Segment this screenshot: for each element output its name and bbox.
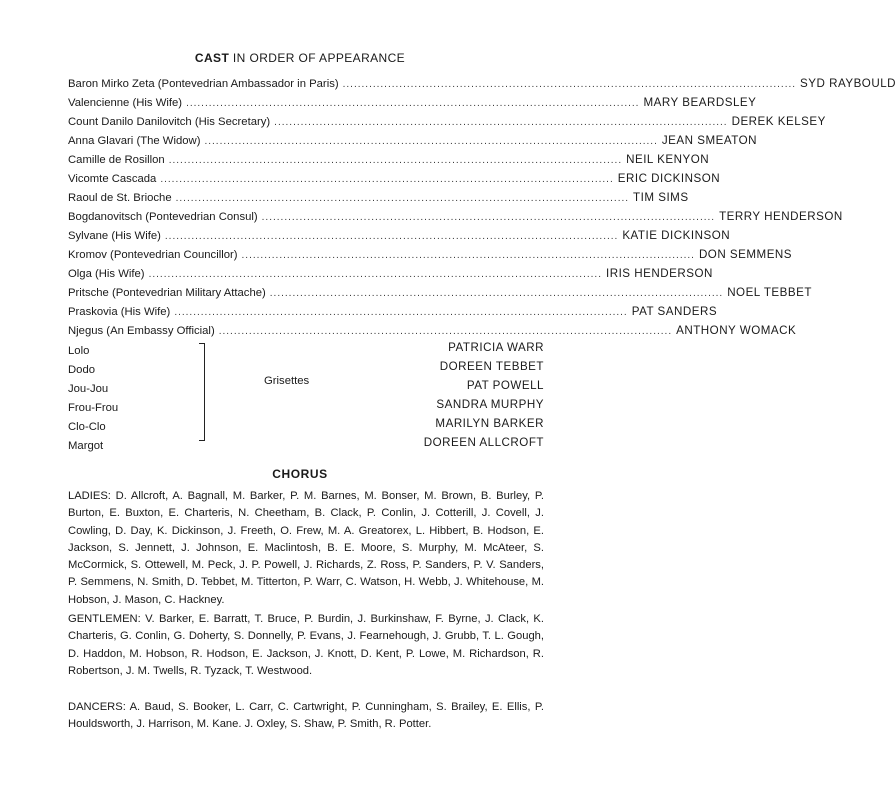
grisettes-label: Grisettes bbox=[264, 375, 310, 387]
cast-actor: PAT SANDERS bbox=[631, 305, 718, 318]
cast-row bbox=[68, 115, 826, 133]
cast-actor: DON SEMMENS bbox=[698, 248, 793, 261]
cast-role: Valencienne (His Wife) bbox=[68, 97, 183, 109]
dot-leader: ........................................................................................................................ bbox=[342, 79, 797, 90]
dancers-paragraph: DANCERS: A. Baud, S. Booker, L. Carr, C. Cartwright, P. Cunningham, S. Brailey, E. Ellis, P. Houldsworth, J. Harrison, M. Kane. J. Oxley, S. Shaw, P. Smith, R. Potter. bbox=[68, 701, 544, 731]
brace-tick bbox=[199, 343, 204, 344]
cast-role: Praskovia (His Wife) bbox=[68, 306, 171, 318]
cast-role: Kromov (Pontevedrian Councillor) bbox=[68, 249, 238, 261]
cast-role: Vicomte Cascada bbox=[68, 173, 157, 185]
grisette-role: Clo-Clo bbox=[68, 421, 106, 433]
grisette-actor: DOREEN TEBBET bbox=[439, 360, 544, 373]
cast-role: Olga (His Wife) bbox=[68, 268, 145, 280]
cast-role: Anna Glavari (The Widow) bbox=[68, 135, 201, 147]
dot-leader: ........................................................................................................................ bbox=[160, 174, 614, 185]
grisette-actor: SANDRA MURPHY bbox=[436, 398, 544, 411]
cast-actor: ANTHONY WOMACK bbox=[676, 324, 797, 337]
cast-role: Bogdanovitsch (Pontevedrian Consul) bbox=[68, 211, 258, 223]
grisette-role: Lolo bbox=[68, 345, 90, 357]
dot-leader: ........................................................................................................................ bbox=[218, 326, 673, 337]
cast-role: Sylvane (His Wife) bbox=[68, 230, 161, 242]
dot-leader: ........................................................................................................................ bbox=[269, 288, 724, 299]
cast-row bbox=[68, 77, 896, 95]
cast-role: Count Danilo Danilovitch (His Secretary) bbox=[68, 116, 271, 128]
chorus-heading: CHORUS bbox=[272, 467, 328, 481]
dot-leader: ........................................................................................................................ bbox=[148, 269, 602, 280]
cast-row bbox=[68, 172, 721, 190]
grisette-actor: PATRICIA WARR bbox=[448, 341, 544, 354]
cast-row bbox=[68, 324, 797, 342]
dot-leader: ........................................................................................................................ bbox=[186, 98, 640, 109]
cast-role: Raoul de St. Brioche bbox=[68, 192, 172, 204]
cast-actor: IRIS HENDERSON bbox=[605, 267, 713, 280]
cast-actor: TIM SIMS bbox=[633, 191, 689, 204]
cast-row bbox=[68, 229, 731, 247]
cast-row bbox=[68, 248, 793, 266]
cast-role: Pritsche (Pontevedrian Military Attache) bbox=[68, 287, 266, 299]
grisettes-brace bbox=[204, 343, 205, 441]
chorus-gentlemen-paragraph: GENTLEMEN: V. Barker, E. Barratt, T. Bruce, P. Burdin, J. Burkinshaw, F. Byrne, J. Clack, K. Charteris, G. Conlin, G. Doherty, S. Donnelly, P. Evans, J. Fearnehough, J. Grubb, T. L. Gough, D. Haddon, M. Hobson, R. Hodson, E. Jackson, J. Knott, D. Kent, P. Lowe, M. Richardson, R. Robertson, J. M. Twells, R. Tyzack, T. Westwood. bbox=[68, 613, 544, 677]
cast-row bbox=[68, 134, 757, 152]
grisette-actor: PAT POWELL bbox=[466, 379, 544, 392]
dot-leader: ........................................................................................................................ bbox=[175, 193, 630, 204]
dot-leader: ........................................................................................................................ bbox=[204, 136, 658, 147]
cast-row bbox=[68, 191, 689, 209]
cast-row bbox=[68, 305, 718, 323]
dot-leader: ........................................................................................................................ bbox=[174, 307, 628, 318]
cast-actor: JEAN SMEATON bbox=[661, 134, 757, 147]
dot-leader: ........................................................................................................................ bbox=[241, 250, 695, 261]
cast-actor: NOEL TEBBET bbox=[727, 286, 812, 299]
cast-role: Njegus (An Embassy Official) bbox=[68, 325, 215, 337]
cast-actor: SYD RAYBOULD bbox=[800, 77, 896, 90]
cast-actor: ERIC DICKINSON bbox=[617, 172, 721, 185]
cast-actor: TERRY HENDERSON bbox=[719, 210, 843, 223]
cast-role: Baron Mirko Zeta (Pontevedrian Ambassador in Paris) bbox=[68, 78, 339, 90]
grisette-role: Frou-Frou bbox=[68, 402, 119, 414]
cast-row bbox=[68, 153, 710, 171]
grisette-actor: DOREEN ALLCROFT bbox=[423, 436, 544, 449]
grisette-role: Jou-Jou bbox=[68, 383, 109, 395]
cast-heading bbox=[0, 51, 600, 65]
cast-heading-bold: CAST bbox=[194, 51, 230, 65]
dot-leader: ........................................................................................................................ bbox=[164, 231, 619, 242]
cast-row bbox=[68, 267, 713, 285]
grisette-role: Dodo bbox=[68, 364, 96, 376]
cast-actor: DEREK KELSEY bbox=[731, 115, 826, 128]
dot-leader: ........................................................................................................................ bbox=[274, 117, 728, 128]
cast-row bbox=[68, 210, 843, 228]
cast-row bbox=[68, 96, 757, 114]
cast-actor: MARY BEARDSLEY bbox=[643, 96, 757, 109]
cast-actor: NEIL KENYON bbox=[626, 153, 710, 166]
cast-actor: KATIE DICKINSON bbox=[622, 229, 731, 242]
grisette-role: Margot bbox=[68, 440, 104, 452]
cast-role: Camille de Rosillon bbox=[68, 154, 165, 166]
dot-leader: ........................................................................................................................ bbox=[168, 155, 623, 166]
dot-leader: ........................................................................................................................ bbox=[261, 212, 716, 223]
cast-row bbox=[68, 286, 812, 304]
cast-heading-rest: IN ORDER OF APPEARANCE bbox=[229, 51, 406, 65]
grisette-actor: MARILYN BARKER bbox=[435, 417, 544, 430]
chorus-ladies-paragraph: LADIES: D. Allcroft, A. Bagnall, M. Barker, P. M. Barnes, M. Bonser, M. Brown, B. Burley, P. Burton, E. Buxton, E. Charteris, N. Cheetham, B. Clack, P. Conlin, J. Cotterill, J. Covell, J. Cowling, D. Day, K. Dickinson, J. Freeth, O. Frew, M. A. Greatorex, L. Hibbert, B. Hodson, E. Jackson, S. Jennett, J. Johnson, E. Maclintosh, B. E. Moore, S. Murphy, M. McAteer, S. McCormick, S. Ottewell, M. Peck, J. P. Powell, J. Richards, Z. Ross, P. Sanders, P. V. Sanders, P. Semmens, N. Smith, D. Tebbet, M. Titterton, P. Warr, C. Watson, H. Webb, J. Whitehouse, M. Hobson, J. Mason, C. Hackney. bbox=[68, 490, 544, 606]
brace-tick bbox=[199, 440, 204, 441]
